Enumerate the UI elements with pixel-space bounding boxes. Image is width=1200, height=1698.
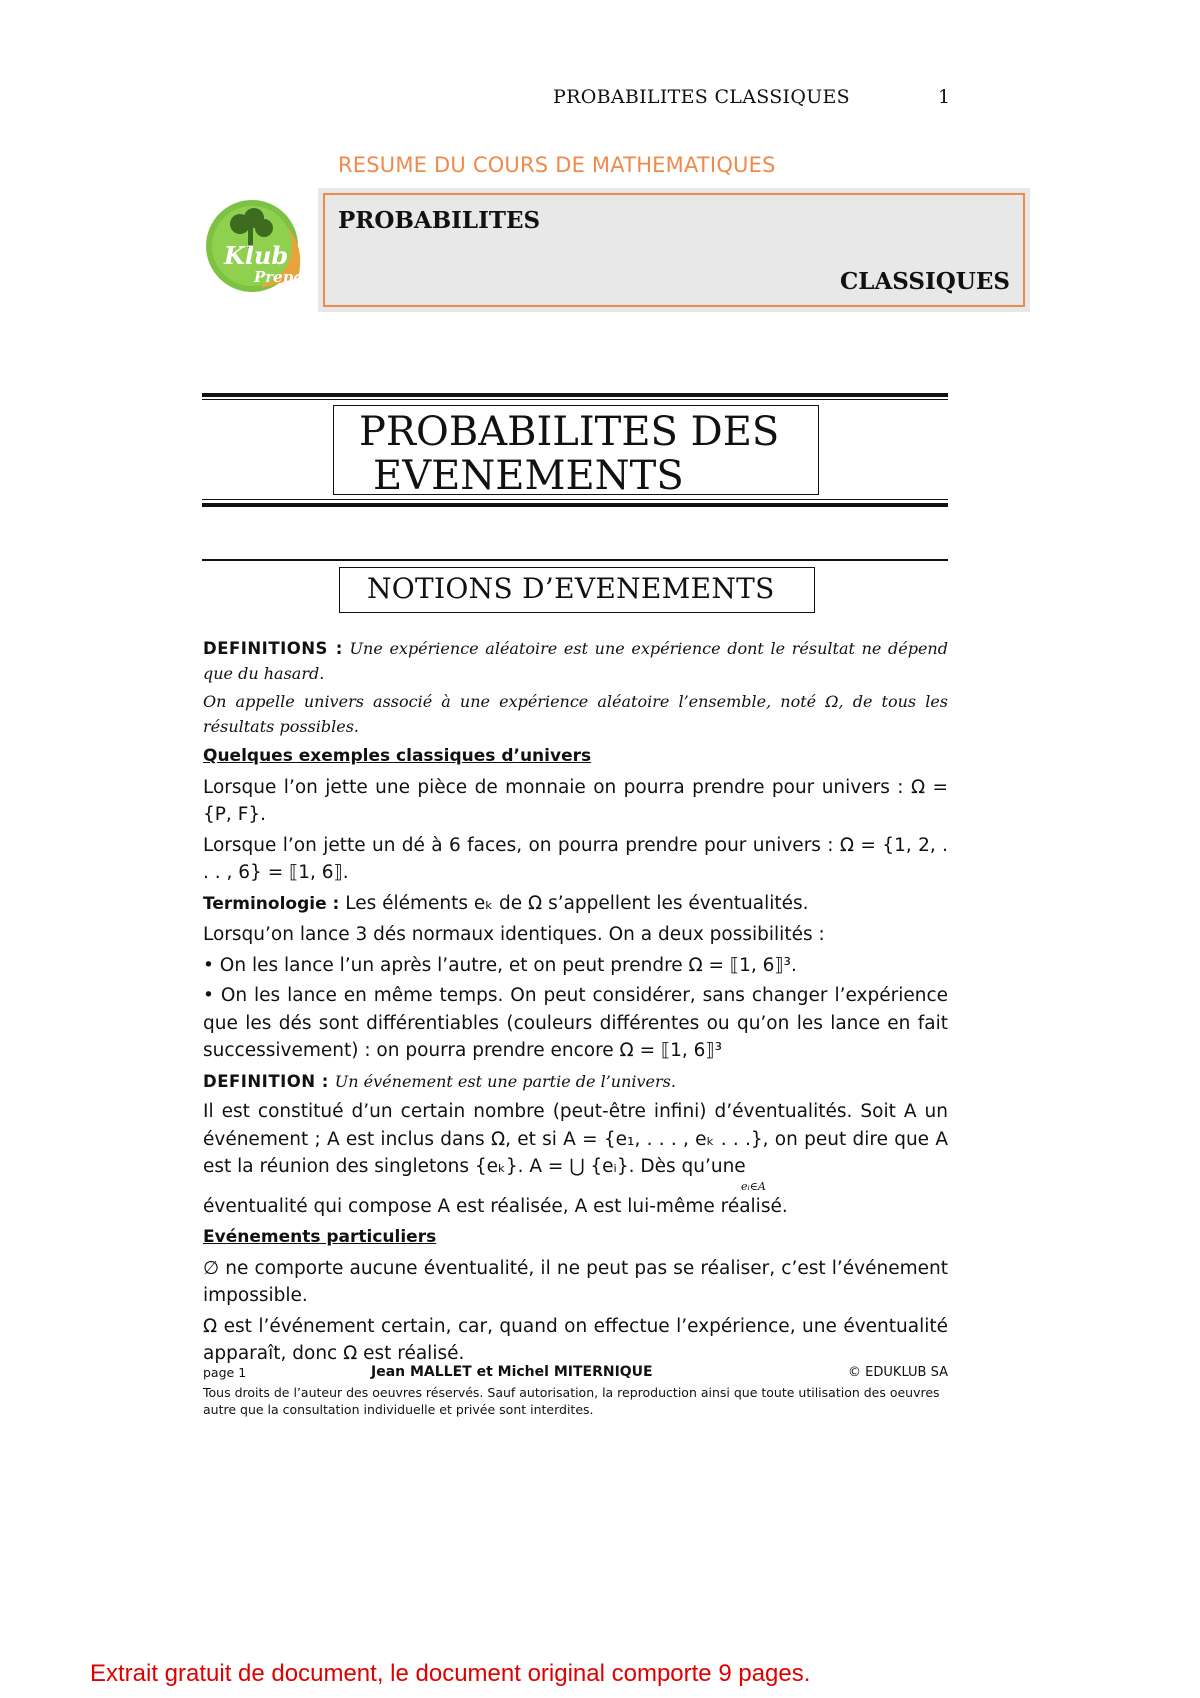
examples-heading: Quelques exemples classiques d’univers bbox=[203, 746, 592, 766]
footer-page: page 1 bbox=[203, 1365, 247, 1380]
chapter-top-rule-thin bbox=[202, 399, 948, 400]
excerpt-notice: Extrait gratuit de document, le document original comporte 9 pages. bbox=[90, 1660, 811, 1687]
section-title: NOTIONS D’EVENEMENTS bbox=[367, 572, 775, 605]
bullet-item: On les lance l’un après l’autre, et on peut prendre Ω = ⟦1, 6⟧³. bbox=[219, 954, 797, 976]
universe-definition: On appelle univers associé à une expérience aléatoire l’ensemble, noté Ω, de tous les résultats possibles. bbox=[203, 692, 949, 736]
document-title-line-1: PROBABILITES bbox=[338, 207, 541, 234]
document-title-box bbox=[318, 188, 1030, 312]
logo-text-prepa: Prepa bbox=[254, 268, 303, 286]
document-title-line-2: CLASSIQUES bbox=[839, 268, 1010, 295]
chapter-title-line-2: EVENEMENTS bbox=[373, 453, 684, 499]
definition-label: DEFINITION : bbox=[203, 1071, 329, 1091]
example-coin: Lorsque l’on jette une pièce de monnaie on pourra prendre pour univers : Ω = {P, F}. bbox=[203, 776, 948, 825]
bullet-item: On les lance en même temps. On peut considérer, sans changer l’expérience que les dés sont différentiables (couleurs différentes ou qu’on les lance en fait successivement) : on pourra prendre encore Ω = ⟦1, 6⟧³ bbox=[203, 985, 948, 1061]
footer-copyright: © EDUKLUB SA bbox=[848, 1365, 948, 1380]
event-paragraph: Il est constitué d’un certain nombre (peut-être infini) d’éventualités. Soit A un événement ; A est inclus dans Ω, et si A = {e₁, . . . , eₖ . . .}, on peut dire que A est la réunion des singletons {eₖ}. A = ⋃ {eᵢ}. Dès qu’une bbox=[203, 1101, 948, 1177]
running-title: PROBABILITES CLASSIQUES bbox=[553, 86, 850, 108]
definition-text: Un événement est une partie de l’univers. bbox=[334, 1071, 676, 1091]
footer-authors: Jean MALLET et Michel MITERNIQUE bbox=[371, 1364, 653, 1380]
section-rule bbox=[202, 559, 948, 561]
certain-event-text: Ω est l’événement certain, car, quand on effectue l’expérience, une éventualité apparaît, donc Ω est réalisé. bbox=[203, 1315, 948, 1364]
footer-rights: Tous droits de l’auteur des oeuvres réservés. Sauf autorisation, la reproduction ainsi que toute utilisation des oeuvres autre que la consultation individuelle et privée sont interdites. bbox=[203, 1385, 940, 1417]
course-summary-label: RESUME DU COURS DE MATHEMATIQUES bbox=[338, 153, 776, 177]
chapter-top-rule bbox=[202, 393, 948, 397]
main-content: DEFINITIONS : Une expérience aléatoire est une expérience dont le résultat ne dépend que du hasard. On appelle univers associé à une expérience aléatoire l’ensemble, noté Ω, de tous les résultats possibles. Quelques exemples classiques d’univers Lorsque l’on jette une pièce de monnaie on pourra prendre pour univers : Ω = {P, F}. Lorsque l’on jette un dé à 6 faces, on pourra prendre pour univers : Ω = {1, 2, . . . , 6} = ⟦1, 6⟧. Terminologie : Les éléments eₖ de Ω s’appellent les éventualités. Lorsqu’on lance 3 dés normaux identiques. On a deux possibilités : • On les lance l’un après l’autre, et on peut prendre Ω = ⟦1, 6⟧³. • On les lance en même temps. On peut considérer, sans changer l’expérience que les dés sont différentiables (couleurs différentes ou qu’on les lance en fait successivement) : on pourra prendre encore Ω = ⟦1, 6⟧³ DEFINITION : Un événement est une partie de l’univers. Il est constitué d’un certain nombre (peut-être infini) d’éventualités. Soit A un événement ; A est inclus dans Ω, et si A = {e₁, . . . , eₖ . . .}, on peut dire que A est la réunion des singletons {eₖ}. A = ⋃ {eᵢ}. Dès qu’une eᵢ∈A éventualité qui compose A est réalisée, A est lui-même réalisé. Evénements particuliers ∅ ne comporte aucune éventualité, il ne peut pas se réaliser, c’est l’événement impossible. Ω est l’événement certain, car, quand on effectue l’expérience, une éventualité apparaît, donc Ω est réalisé. bbox=[203, 636, 948, 1371]
section-title-box bbox=[339, 567, 815, 613]
terminology-text: Les éléments eₖ de Ω s’appellent les éventualités. bbox=[345, 892, 809, 914]
chapter-title-line-1: PROBABILITES DES bbox=[359, 409, 780, 455]
event-paragraph-end: éventualité qui compose A est réalisée, A est lui-même réalisé. bbox=[203, 1195, 788, 1217]
page-footer bbox=[203, 1364, 948, 1418]
chapter-bottom-rule-thin bbox=[202, 499, 948, 500]
particular-events-heading: Evénements particuliers bbox=[203, 1227, 437, 1247]
logo-text-klub: Klub bbox=[224, 241, 289, 270]
chapter-bottom-rule bbox=[202, 503, 948, 507]
chapter-title-box bbox=[333, 405, 819, 499]
union-subscript: eᵢ∈A bbox=[741, 1179, 766, 1193]
page-number: 1 bbox=[938, 86, 951, 108]
terminology-label: Terminologie : bbox=[203, 893, 340, 914]
empty-set-text: ∅ ne comporte aucune éventualité, il ne peut pas se réaliser, c’est l’événement impossible. bbox=[203, 1257, 948, 1306]
example-die: Lorsque l’on jette un dé à 6 faces, on pourra prendre pour univers : Ω = {1, 2, . . . , 6} = ⟦1, 6⟧. bbox=[203, 834, 948, 883]
definition-text: Une expérience aléatoire est une expérience dont le résultat ne dépend que du hasard. bbox=[203, 639, 948, 683]
klub-prepa-logo bbox=[202, 198, 310, 294]
definition-label: DEFINITIONS : bbox=[203, 639, 343, 658]
dice-intro: Lorsqu’on lance 3 dés normaux identiques. On a deux possibilités : bbox=[203, 924, 825, 945]
